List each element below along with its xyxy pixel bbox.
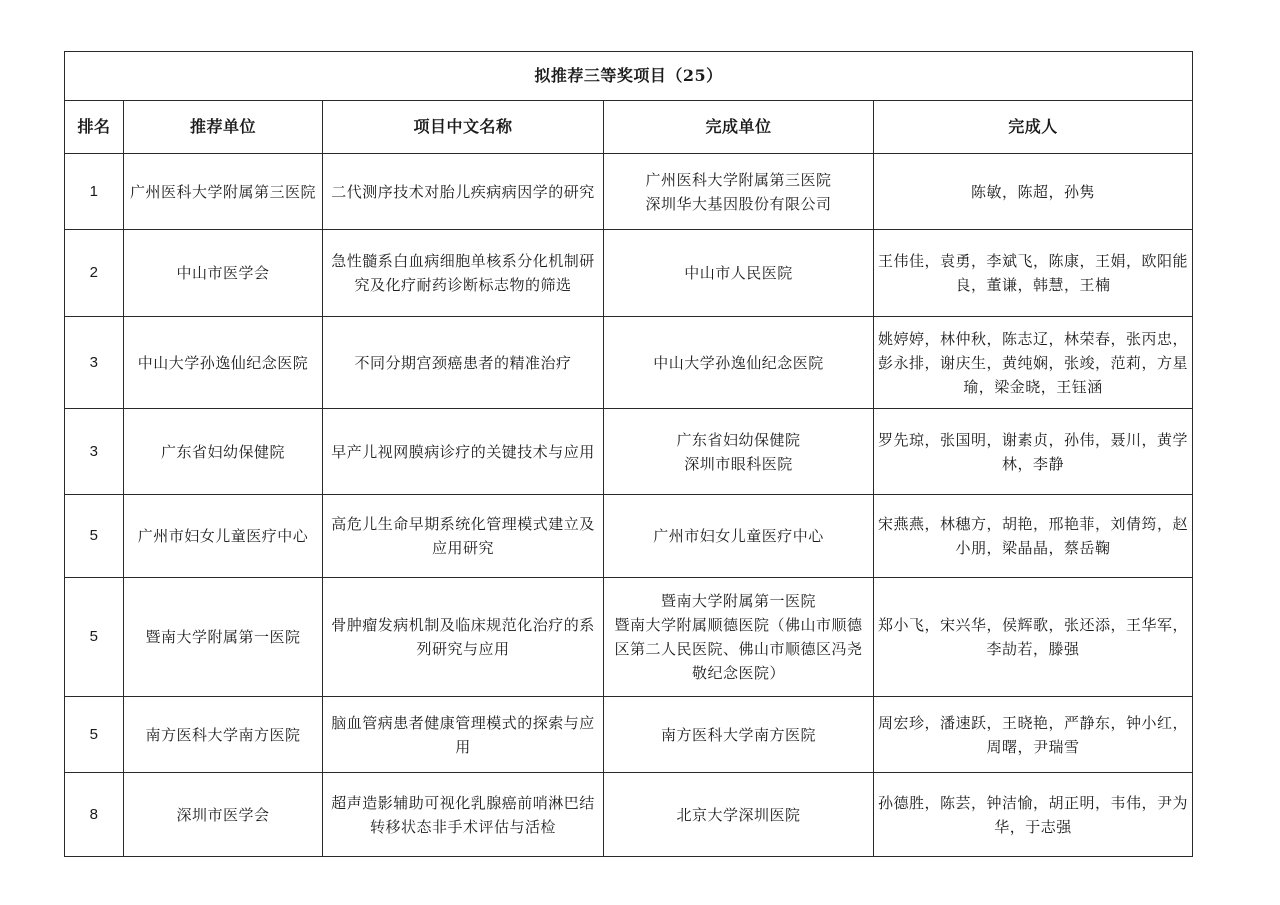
- cell-people: 孙德胜，陈芸，钟洁愉，胡正明，韦伟，尹为华，于志强: [874, 773, 1193, 857]
- table-row: [65, 773, 1193, 857]
- table-row: [65, 230, 1193, 317]
- cell-recommender: 广州医科大学附属第三医院: [124, 154, 323, 230]
- cell-project: 二代测序技术对胎儿疾病病因学的研究: [323, 154, 604, 230]
- header-row: [65, 101, 1193, 154]
- cell-units: [604, 697, 874, 773]
- unit-line: 北京大学深圳医院: [676, 805, 801, 824]
- cell-units: [604, 495, 874, 578]
- cell-people: 周宏珍，潘速跃，王晓艳，严静东，钟小红，周曙，尹瑞雪: [874, 697, 1193, 773]
- cell-rank: 2: [65, 230, 124, 317]
- cell-units: [604, 773, 874, 857]
- cell-recommender: 广东省妇幼保健院: [124, 409, 323, 495]
- cell-units: [604, 317, 874, 409]
- cell-units: [604, 230, 874, 317]
- cell-project: 脑血管病患者健康管理模式的探索与应用: [323, 697, 604, 773]
- cell-units: [604, 154, 874, 230]
- table-row: [65, 409, 1193, 495]
- unit-line: 深圳华大基因股份有限公司: [645, 194, 832, 213]
- unit-line: 南方医科大学南方医院: [660, 725, 816, 744]
- cell-rank: 1: [65, 154, 124, 230]
- table-row: [65, 317, 1193, 409]
- unit-line: 深圳市眼科医院: [684, 454, 793, 473]
- cell-rank: 8: [65, 773, 124, 857]
- unit-line: 中山市人民医院: [684, 264, 793, 282]
- cell-recommender: 暨南大学附属第一医院: [124, 578, 323, 697]
- cell-people: 郑小飞，宋兴华，侯辉歌，张还添，王华军，李劼若，滕强: [874, 578, 1193, 697]
- header-project: 项目中文名称: [323, 101, 604, 154]
- cell-project: 高危儿生命早期系统化管理模式建立及应用研究: [323, 495, 604, 578]
- cell-people: 宋燕燕，林穗方，胡艳，邢艳菲，刘倩筠，赵小朋，梁晶晶，蔡岳鞠: [874, 495, 1193, 578]
- table-row: [65, 697, 1193, 773]
- header-units: 完成单位: [604, 101, 874, 154]
- table-row: [65, 154, 1193, 230]
- cell-recommender: 深圳市医学会: [124, 773, 323, 857]
- cell-recommender: 中山大学孙逸仙纪念医院: [124, 317, 323, 409]
- cell-recommender: 南方医科大学南方医院: [124, 697, 323, 773]
- cell-rank: 3: [65, 409, 124, 495]
- cell-people: 陈敏，陈超，孙隽: [874, 154, 1193, 230]
- cell-rank: 5: [65, 697, 124, 773]
- cell-units: [604, 409, 874, 495]
- cell-project: 不同分期宫颈癌患者的精准治疗: [323, 317, 604, 409]
- cell-people: 王伟佳，袁勇，李斌飞，陈康，王娟，欧阳能良，董谦，韩慧，王楠: [874, 230, 1193, 317]
- unit-line: 暨南大学附属第一医院: [660, 592, 816, 610]
- unit-line: 暨南大学附属顺德医院（佛山市顺德区第二人民医院、佛山市顺德区冯尧敬纪念医院）: [614, 616, 863, 682]
- cell-project: 早产儿视网膜病诊疗的关键技术与应用: [323, 409, 604, 495]
- table-title: 拟推荐三等奖项目（25）: [65, 52, 1193, 101]
- table-title-row: [65, 52, 1193, 101]
- cell-people: 罗先琼，张国明，谢素贞，孙伟，聂川，黄学林，李静: [874, 409, 1193, 495]
- cell-rank: 3: [65, 317, 124, 409]
- table-row: [65, 495, 1193, 578]
- table-row: [65, 578, 1193, 697]
- cell-recommender: 广州市妇女儿童医疗中心: [124, 495, 323, 578]
- cell-rank: 5: [65, 495, 124, 578]
- cell-project: 急性髓系白血病细胞单核系分化机制研究及化疗耐药诊断标志物的筛选: [323, 230, 604, 317]
- cell-rank: 5: [65, 578, 124, 697]
- award-table: [64, 51, 1193, 857]
- unit-line: 广州医科大学附属第三医院: [645, 170, 832, 189]
- unit-line: 广州市妇女儿童医疗中心: [653, 527, 824, 545]
- cell-people: 姚婷婷，林仲秋，陈志辽，林荣春，张丙忠，彭永排，谢庆生，黄纯娴，张竣，范莉，方星瑜，梁金晓，王钰涵: [874, 317, 1193, 409]
- cell-project: 骨肿瘤发病机制及临床规范化治疗的系列研究与应用: [323, 578, 604, 697]
- unit-line: 中山大学孙逸仙纪念医院: [653, 353, 824, 372]
- cell-units: [604, 578, 874, 697]
- header-rank: 排名: [65, 101, 124, 154]
- cell-project: 超声造影辅助可视化乳腺癌前哨淋巴结转移状态非手术评估与活检: [323, 773, 604, 857]
- header-people: 完成人: [874, 101, 1193, 154]
- unit-line: 广东省妇幼保健院: [676, 430, 801, 449]
- cell-recommender: 中山市医学会: [124, 230, 323, 317]
- header-recommender: 推荐单位: [124, 101, 323, 154]
